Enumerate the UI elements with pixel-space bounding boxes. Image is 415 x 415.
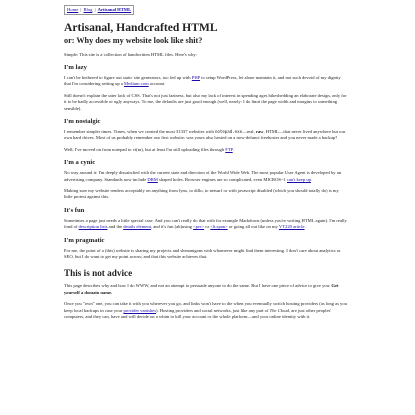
drm-link[interactable]: DRM	[147, 176, 158, 182]
details-element-link[interactable]: details element	[123, 224, 151, 230]
advice-paragraph-1: This page describes why and how I do WWW, and not an attempt to persuade anyone to do the same. But I have one piece of advice to give you: Get yourself a domain name.	[64, 283, 339, 295]
notepad-code: notepad.exe	[214, 128, 243, 134]
advice-paragraph-2: Once you "own" one, you can take it with you wherever you go, and links won't have to die when you eventually switch hosting providers (as long as you keep local backups in case your provider vanishes). Hosting providers and social networks, just like any part of The Cloud, are just other peoples' computers, and they can, have and will decide on a whim to kill your account or the whole platform—and your online identity with it.	[64, 301, 347, 320]
section-heading-pragmatic: I'm pragmatic	[64, 236, 105, 244]
section-heading-nostalgic: I'm nostalgic	[64, 117, 101, 125]
cynic-paragraph-2: Making sure my website renders acceptably on anything from lynx, to dillo, to netsurf or with javascript disabled (which you should totally do) is my little protest against this.	[64, 187, 339, 200]
the-cloud-emphasis: The Cloud	[269, 307, 289, 313]
intro-paragraph: Simple: This site is a collection of handwritten HTML files. Here's why:	[64, 51, 198, 57]
nostalgic-paragraph-2: Well, I've moved on from notepad to vi(m), but at least I'm still uploading files through FTP.	[64, 146, 234, 152]
section-heading-lazy: I'm lazy	[64, 63, 87, 71]
lazy-paragraph-2: Still doesn't explain the utter lack of CSS. That's not just laziness, but also my lack of interest in spending ages bikeshedding an elaborate design, only for it to be badly accessible or ugly anyways. To me, the defaults are just good enough (well, nearly: I do limit the page width and margins to something sensible).	[64, 92, 347, 111]
span-link[interactable]: <lt;span>	[210, 224, 228, 230]
page-subtitle: or: Why does my website look like shit?	[64, 35, 203, 45]
medium-link[interactable]: Medium.com	[124, 81, 149, 87]
fun-paragraph-1: Sometimes a page just needs a little special case. And you can't really do that with for example Markdown (unless you're writing HTML again). I'm really fond of description lists and the details element, and it's fun (ab)using <pre> or <lt;span> or going all out like on my VT220 article.	[64, 217, 347, 230]
nostalgic-paragraph-1: I remember simpler times. Times, when we created the most 31337 websites with notepad.exe—real, raw, HTML—that never lived anywhere but our own hard drives. Most of us probably remember our first website: was yours also hosted on a now-defunct freehoster and you never made a backup?	[64, 128, 346, 141]
ftp-link[interactable]: FTP	[225, 146, 233, 152]
breadcrumb	[64, 5, 134, 15]
php-link[interactable]: PHP	[191, 74, 201, 80]
section-heading-fun: It's fun	[64, 206, 85, 214]
lazy-paragraph-1: I can't be bothered to figure out static site generators, too fed up with PHP to setup WordPress, let alone maintain it, and not such devoid of my dignity that I'm considering setting up a Medium.com account.	[64, 74, 341, 87]
cynic-paragraph-1: No way around it: I'm deeply dissatisfied with the current state and direction of the World Wide Web. The most popular User Agent is developed by an advertising company. Standards now include DRM shaped holes. Browser engines are so complicated, even MICROS~1 can't keep up.	[64, 170, 342, 182]
section-heading-advice: This is not advice	[64, 268, 133, 279]
pragmatic-paragraph-1: For me, the point of a (this) website is sharing my projects and shenanigans with whomever might find them interesting. I don't care about analytics or SEO, but I do want to get my point across; and that this website achieves that.	[64, 247, 341, 259]
page-content	[64, 0, 347, 320]
page-title: Artisanal, Handcrafted HTML	[64, 20, 218, 34]
description-lists-link[interactable]: description lists	[78, 224, 108, 230]
breadcrumb-blog-link[interactable]: Blog	[83, 7, 93, 12]
cant-keep-up-link[interactable]: can't keep up	[286, 176, 311, 182]
pre-link[interactable]: <pre>	[193, 224, 205, 230]
section-heading-cynic: I'm a cynic	[64, 159, 96, 167]
provider-vanishes-link[interactable]: provider vanishes	[123, 307, 156, 313]
raw-emphasis: raw	[255, 128, 264, 134]
breadcrumb-separator: |	[80, 7, 82, 12]
vt220-article-link[interactable]: VT220 article	[278, 224, 305, 230]
domain-name-emphasis: Get yourself a domain name.	[64, 283, 339, 295]
breadcrumb-separator: |	[94, 7, 96, 12]
breadcrumb-current-link[interactable]: Artisanal HTML	[97, 7, 132, 12]
breadcrumb-home-link[interactable]: Home	[67, 7, 79, 12]
